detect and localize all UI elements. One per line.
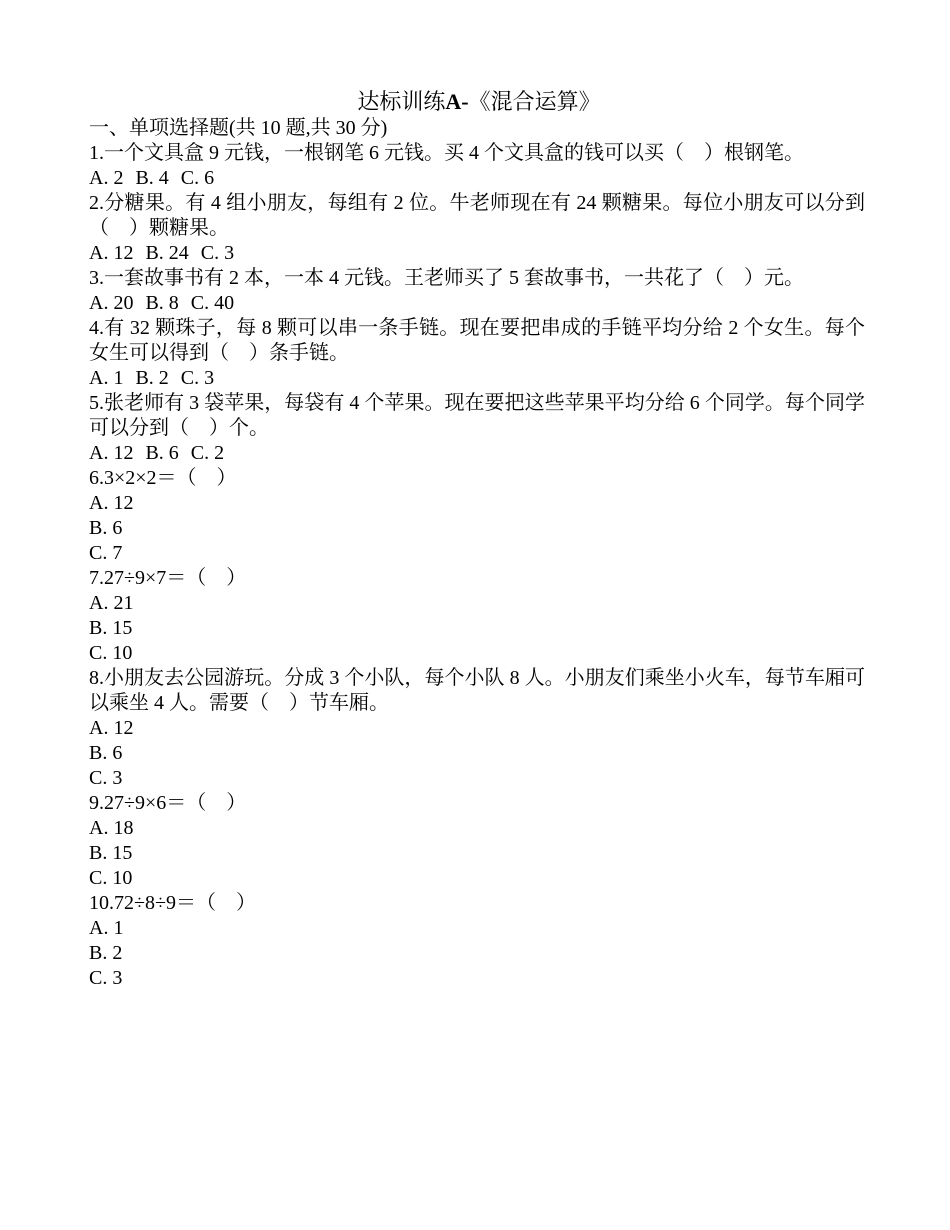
options-row [89,241,865,266]
option-a: A. 21 [89,592,134,614]
option-b: B. 15 [89,842,133,864]
option-b: B. 2 [89,942,123,964]
option-a: A. 1 [89,367,124,389]
section-heading: 一、单项选择题(共 10 题,共 30 分) [89,117,388,139]
question-text: 8.小朋友去公园游玩。分成 3 个小队，每个小队 8 人。小朋友们乘坐小火车，每节车厢可以乘坐 4 人。需要（ ）节车厢。 [89,667,865,714]
option-b: B. 6 [89,517,123,539]
option-c: C. 3 [89,767,123,789]
option-b: B. 8 [145,292,179,314]
option-c: C. 2 [190,442,225,464]
worksheet-page [89,88,865,991]
options-row [89,166,865,191]
title-bold: A- [445,89,469,114]
option-b: B. 2 [135,367,169,389]
option-c: C. 3 [180,367,215,389]
option-c: C. 6 [180,167,215,189]
option-a: A. 18 [89,817,134,839]
question-text: 9.27÷9×6＝（ ） [89,792,247,814]
option-b: B. 24 [145,242,189,264]
option-a: A. 20 [89,292,134,314]
question-text: 5.张老师有 3 袋苹果，每袋有 4 个苹果。现在要把这些苹果平均分给 6 个同学。每个同学可以分到（ ）个。 [89,392,865,439]
question-text: 6.3×2×2＝（ ） [89,467,237,489]
option-a: A. 12 [89,242,134,264]
option-c: C. 10 [89,867,133,889]
option-a: A. 2 [89,167,124,189]
options-row [89,291,865,316]
option-b: B. 4 [135,167,169,189]
option-c: C. 10 [89,642,133,664]
question-text: 3.一套故事书有 2 本，一本 4 元钱。王老师买了 5 套故事书，一共花了（ ）元。 [89,267,804,289]
option-c: C. 40 [190,292,235,314]
options-row [89,441,865,466]
option-a: A. 12 [89,492,134,514]
option-c: C. 7 [89,542,123,564]
option-b: B. 6 [145,442,179,464]
option-a: A. 12 [89,717,134,739]
option-c: C. 3 [89,967,123,989]
option-a: A. 1 [89,917,124,939]
option-c: C. 3 [200,242,235,264]
option-a: A. 12 [89,442,134,464]
option-b: B. 15 [89,617,133,639]
question-text: 1.一个文具盒 9 元钱，一根钢笔 6 元钱。买 4 个文具盒的钱可以买（ ）根钢笔。 [89,142,804,164]
page-title [89,88,865,116]
title-suffix: 《混合运算》 [468,89,601,114]
question-text: 4.有 32 颗珠子，每 8 颗可以串一条手链。现在要把串成的手链平均分给 2 个女生。每个女生可以得到（ ）条手链。 [89,317,865,364]
title-prefix: 达标训练 [357,89,446,114]
option-b: B. 6 [89,742,123,764]
question-text: 2.分糖果。有 4 组小朋友，每组有 2 位。牛老师现在有 24 颗糖果。每位小朋友可以分到（ ）颗糖果。 [89,192,865,239]
options-row [89,366,865,391]
question-text: 10.72÷8÷9＝（ ） [89,892,256,914]
question-text: 7.27÷9×7＝（ ） [89,567,247,589]
